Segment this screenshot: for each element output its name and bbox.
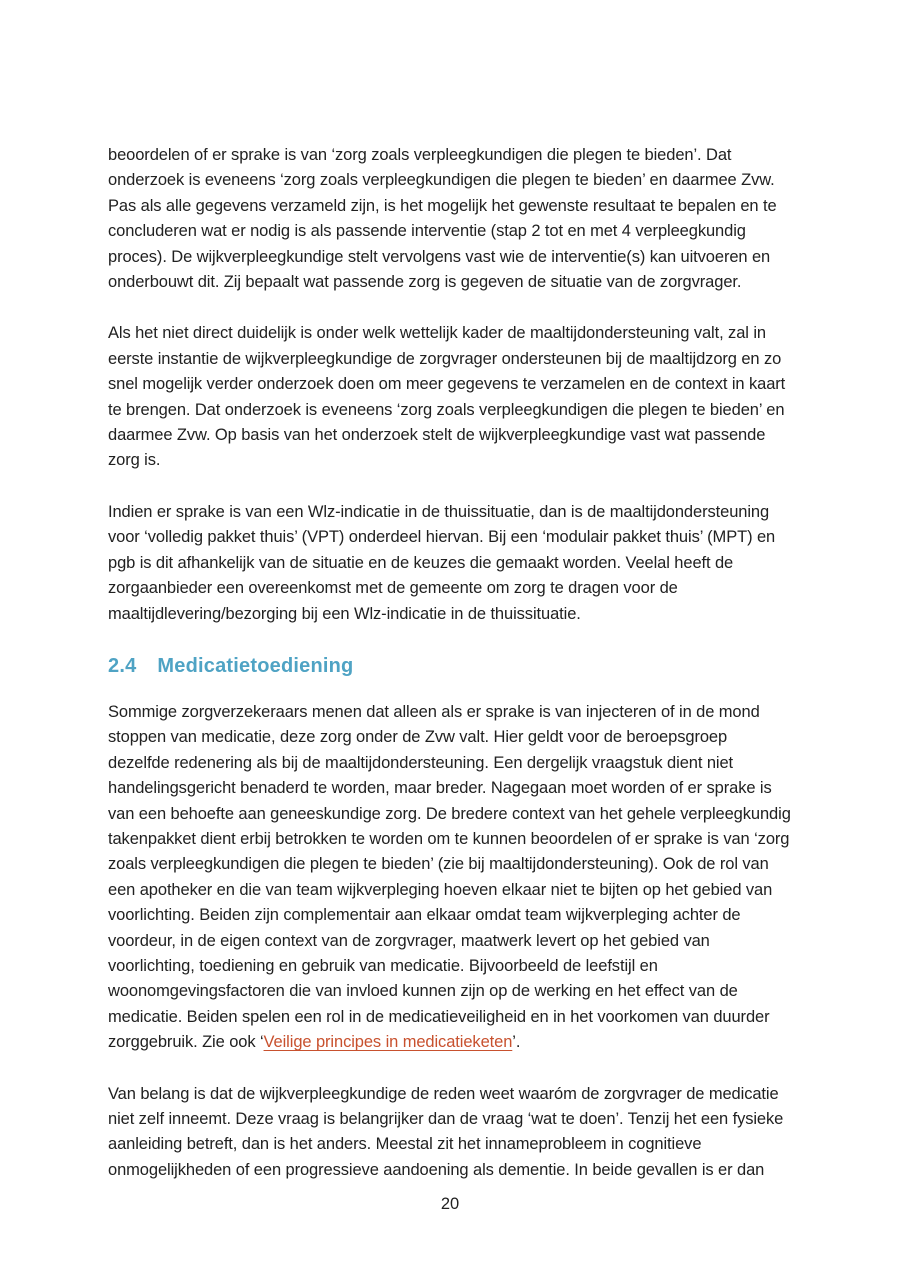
paragraph-medicatietoediening-text: Sommige zorgverzekeraars menen dat alleen als er sprake is van injecteren of in de mond stoppen van medicatie, deze zorg onder de Zvw valt. Hier geldt voor de beroepsgroep dezelfde redenering als bij de maaltijdondersteuning. Een dergelijk vraagstuk dient niet handelingsgericht benaderd te worden, maar breder. Nagegaan moet worden of er sprake is van een behoefte aan geneeskundige zorg. De bredere context van het gehele verpleegkundig takenpakket dient erbij betrokken te worden om te kunnen beoordelen of er sprake is van ‘zorg zoals verpleegkundigen die plegen te bieden’ (zie bij maaltijdondersteuning). Ook de rol van een apotheker en die van team wijkverpleging hoeven elkaar niet te bijten op het gebied van voorlichting. Beiden zijn complementair aan elkaar omdat team wijkverpleging achter de voordeur, in de eigen context van de zorgvrager, maatwerk levert op het gebied van voorlichting, toediening en gebruik van medicatie. Bijvoorbeeld de leefstijl en woonomgevingsfactoren die van invloed kunnen zijn op de werking en het effect van de medicatie. Beiden spelen een rol in de medicatieveiligheid en in het voorkomen van duurder zorggebruik. Zie ook ‘ xyxy=(108,702,791,1052)
paragraph-medicatietoediening-text-after: ’. xyxy=(512,1033,521,1052)
paragraph-van-belang: Van belang is dat de wijkverpleegkundige de reden weet waaróm de zorgvrager de medicatie niet zelf inneemt. Deze vraag is belangrijker dan de vraag ‘wat te doen’. Tenzij het een fysieke aanleiding betreft, dan is het anders. Meestal zit het innameprobleem in cognitieve onmogelijkheden of een progressieve aandoening als dementie. In beide gevallen is er dan xyxy=(108,1084,784,1179)
paragraph-maaltijdondersteuning-vervolg: beoordelen of er sprake is van ‘zorg zoals verpleegkundigen die plegen te bieden’. Dat onderzoek is eveneens ‘zorg zoals verpleegkundigen die plegen te bieden’ en daarmee Zvw. Pas als alle gegevens verzameld zijn, is het mogelijk het gewenste resultaat te bepalen en te concluderen wat er nodig is als passende interventie (stap 2 tot en met 4 verpleegkundig proces). De wijkverpleegkundige stelt vervolgens vast wie de interventie(s) kan uitvoeren en onderbouwt dit. Zij bepaalt wat passende zorg is gegeven de situatie van de zorgvrager. xyxy=(108,146,777,292)
page-number: 20 xyxy=(440,1195,460,1214)
section-title: Medicatietoediening xyxy=(157,654,354,677)
paragraph-medicatietoediening xyxy=(108,700,792,1056)
paragraph-wettelijk-kader: Als het niet direct duidelijk is onder welk wettelijk kader de maaltijdondersteuning valt, zal in eerste instantie de wijkverpleegkundige de zorgvrager ondersteunen bij de maaltijdzorg en zo snel mogelijk verder onderzoek doen om meer gegevens te verzamelen en de context in kaart te brengen. Dat onderzoek is eveneens ‘zorg zoals verpleegkundigen die plegen te bieden’ en daarmee Zvw. Op basis van het onderzoek stelt de wijkverpleegkundige vast wat passende zorg is. xyxy=(108,324,786,470)
section-heading-2-4 xyxy=(108,653,792,679)
veilige-principes-medicatieketen-link[interactable]: Veilige principes in medicatieketen xyxy=(263,1033,513,1052)
paragraph-wlz-indicatie: Indien er sprake is van een Wlz-indicatie in de thuissituatie, dan is de maaltijdondersteuning voor ‘volledig pakket thuis’ (VPT) onderdeel hiervan. Bij een ‘modulair pakket thuis’ (MPT) en pgb is dit afhankelijk van de situatie en de keuzes die gemaakt worden. Veelal heeft de zorgaanbieder een overeenkomst met de gemeente om zorg te dragen voor de maaltijdlevering/bezorging bij een Wlz-indicatie in de thuissituatie. xyxy=(108,502,776,623)
section-number: 2.4 xyxy=(108,654,137,677)
